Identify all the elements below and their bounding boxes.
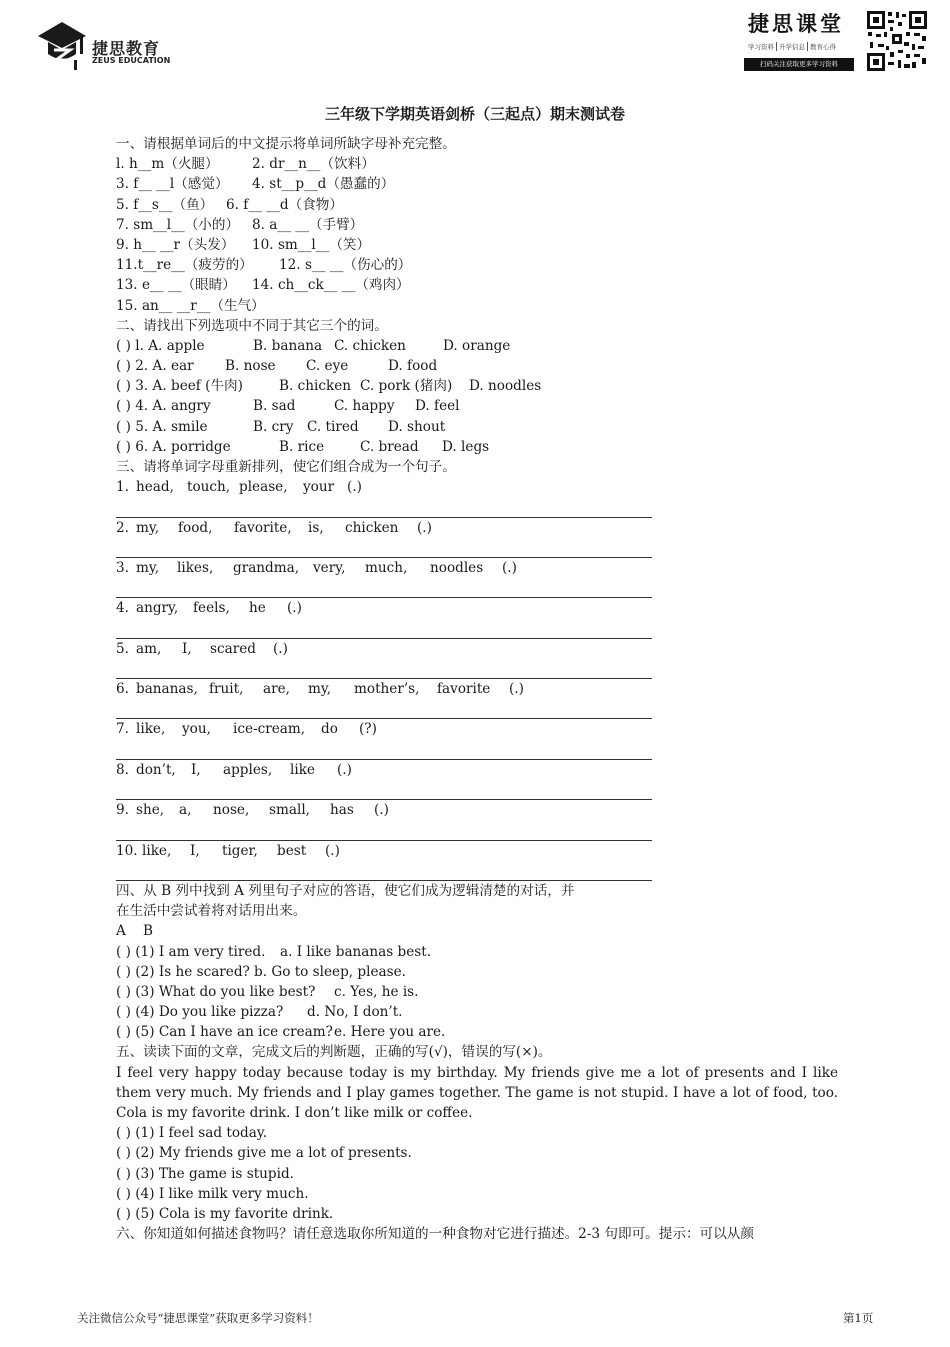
word-chip: (.) [347, 479, 362, 496]
section-2-heading: 二、请找出下列选项中不同于其它三个的词。 [116, 317, 388, 334]
answer-line[interactable] [116, 861, 652, 881]
question-number: 10. [116, 842, 138, 859]
word-chip: nose, [213, 802, 250, 819]
list-item [116, 154, 838, 174]
word-chip: favorite [437, 681, 491, 698]
footer-note: 关注微信公众号“捷思课堂”获取更多学习资料！ [77, 1311, 319, 1325]
option-d: D. legs [442, 438, 490, 455]
fill-letter-question: 8. a__ __（手臂） [252, 216, 364, 233]
list-item [116, 1002, 838, 1022]
word-chip: food, [178, 519, 213, 536]
word-chip: feels, [193, 600, 230, 617]
answer-line[interactable] [116, 699, 652, 719]
question-stem: ( ) l. A. apple [116, 337, 205, 354]
fill-letter-question: 5. f__s__（鱼） [116, 196, 214, 213]
word-chip: (.) [374, 802, 389, 819]
word-chip: very, [313, 559, 346, 576]
zeus-logo [36, 16, 196, 72]
exam-content [116, 134, 838, 1244]
question-number: 6. [116, 681, 129, 698]
word-chip: small, [269, 802, 310, 819]
logo-chinese-name: 捷思教育 [92, 39, 161, 58]
word-chip: like [290, 761, 315, 778]
word-chip: my, [136, 519, 160, 536]
list-item [116, 982, 838, 1002]
list-item [116, 942, 838, 962]
question-number: 9. [116, 802, 129, 819]
option-d: D. food [388, 358, 438, 375]
answer-line[interactable] [116, 619, 652, 639]
option-c: C. chicken [334, 337, 406, 354]
word-chip: favorite, [234, 519, 292, 536]
answer-line[interactable] [116, 659, 652, 679]
answer-line[interactable] [116, 780, 652, 800]
fill-letter-question: l. h__m（火腿） [116, 156, 219, 173]
fill-letter-question: 6. f__ __d（食物） [226, 196, 343, 213]
section-1-heading: 一、请根据单词后的中文提示将单词所缺字母补充完整。 [116, 136, 456, 152]
word-chip: (.) [325, 842, 340, 859]
answer-line[interactable] [116, 578, 652, 598]
word-chip: your [303, 479, 335, 496]
dialog-question: ( ) (1) I am very tired. [116, 943, 266, 960]
word-chip: (.) [502, 559, 517, 576]
word-chip: is, [308, 519, 324, 536]
question-stem: ( ) 6. A. porridge [116, 438, 231, 455]
word-chip: noodles [430, 559, 484, 576]
option-d: D. feel [415, 398, 460, 415]
qr-code-icon [866, 10, 928, 72]
word-chip: bananas, [136, 681, 198, 698]
reading-passage: I feel very happy today because today is my birthday. My friends give me a lot of presents and I like them very much. My friends and I play games together. The game is not stupid. I have a lot of food, too. Cola is my favorite drink. I don’t like milk or coffee. [116, 1064, 838, 1122]
option-b: B. chicken [279, 378, 351, 395]
word-chip: mother’s, [354, 681, 420, 698]
dialog-answer: c. Yes, he is. [334, 983, 419, 1000]
word-chip: head, [136, 479, 174, 496]
scrambled-sentence [116, 477, 838, 497]
section-4-heading-cont: 在生活中尝试着将对话用出来。 [116, 903, 307, 920]
page-header [0, 0, 950, 90]
dialog-question: ( ) (5) Can I have an ice cream? [116, 1024, 333, 1041]
section-3-heading: 三、请将单词字母重新排列，使它们组合成为一个句子。 [116, 459, 456, 475]
word-chip: she, [136, 802, 165, 819]
list-item [116, 962, 838, 982]
list-item [116, 255, 838, 275]
question-stem: ( ) 2. A. ear [116, 358, 194, 375]
scrambled-sentence [116, 679, 838, 699]
word-chip: likes, [177, 559, 214, 576]
question-number: 4. [116, 600, 129, 617]
scrambled-sentence [116, 719, 838, 739]
question-stem: ( ) 3. A. beef (牛肉) [116, 378, 243, 395]
list-item [116, 174, 838, 194]
word-chip: touch, [187, 479, 231, 496]
question-number: 7. [116, 721, 129, 738]
question-number: 3. [116, 559, 129, 576]
word-chip: don’t, [136, 761, 176, 778]
dialog-question: ( ) (4) Do you like pizza? [116, 1004, 284, 1021]
word-chip: my, [308, 681, 332, 698]
fill-letter-question: 9. h__ __r（头发） [116, 236, 235, 253]
option-b: B. rice [279, 438, 325, 455]
list-item [116, 376, 838, 396]
scrambled-sentence [116, 639, 838, 659]
word-chip: fruit, [209, 681, 244, 698]
dialog-answer: b. Go to sleep, please. [254, 963, 406, 980]
word-chip: grandma, [233, 559, 300, 576]
fill-letter-question: 4. st__p__d（愚蠢的） [252, 176, 395, 193]
word-chip: tiger, [222, 842, 258, 859]
fill-letter-question: 14. ch__ck__ __（鸡肉） [252, 277, 410, 294]
option-b: B. nose [225, 358, 276, 375]
option-b: B. banana [253, 337, 323, 354]
question-number: 2. [116, 519, 129, 536]
word-chip: scared [210, 640, 256, 657]
list-item: ( ) (1) I feel sad today. [116, 1125, 268, 1142]
list-item [116, 215, 838, 235]
word-chip: much, [365, 559, 408, 576]
fill-letter-question: 7. sm__l__（小的） [116, 216, 240, 233]
word-chip: (?) [359, 721, 377, 738]
option-c: C. happy [334, 398, 395, 415]
answer-line[interactable] [116, 740, 652, 760]
fill-letter-question: 12. s__ __（伤心的） [279, 257, 412, 274]
brand-tag: 学习资料 [746, 42, 777, 51]
list-item [116, 195, 838, 215]
list-item: ( ) (3) The game is stupid. [116, 1165, 294, 1182]
option-c: C. eye [306, 358, 349, 375]
word-chip: like, [142, 842, 172, 859]
answer-line[interactable] [116, 820, 652, 840]
list-item [116, 396, 838, 416]
word-chip: best [277, 842, 307, 859]
scrambled-sentence [116, 841, 838, 861]
list-item [116, 296, 838, 316]
word-chip: I, [190, 842, 200, 859]
dialog-answer: a. I like bananas best. [280, 943, 432, 960]
list-item [116, 275, 838, 295]
word-chip: I, [182, 640, 192, 657]
scrambled-sentence [116, 518, 838, 538]
brand-tags [746, 42, 856, 51]
column-labels [116, 921, 838, 941]
list-item: ( ) (2) My friends give me a lot of presents. [116, 1145, 412, 1162]
list-item [116, 235, 838, 255]
option-d: D. orange [443, 337, 511, 354]
graduation-cap-icon [36, 16, 88, 72]
brand-title: 捷思课堂 [748, 11, 844, 36]
word-chip: are, [263, 681, 290, 698]
page-number: 第1页 [843, 1311, 874, 1325]
word-chip: he [249, 600, 266, 617]
answer-line[interactable] [116, 497, 652, 517]
question-stem: ( ) 5. A. smile [116, 418, 208, 435]
column-b-label: B [143, 923, 153, 940]
answer-line[interactable] [116, 538, 652, 558]
question-number: 8. [116, 761, 129, 778]
word-chip: apples, [223, 761, 273, 778]
option-d: D. shout [388, 418, 446, 435]
section-4-heading: 四、从 B 列中找到 A 列里句子对应的答语，使它们成为逻辑清楚的对话，并 [116, 882, 575, 899]
dialog-answer: e. Here you are. [334, 1024, 446, 1041]
dialog-answer: d. No, I don’t. [307, 1004, 403, 1021]
word-chip: you, [182, 721, 211, 738]
word-chip: (.) [417, 519, 432, 536]
fill-letter-question: 3. f__ __l（感觉） [116, 176, 229, 193]
question-number: 1. [116, 479, 129, 496]
word-chip: ice-cream, [233, 721, 306, 738]
option-d: D. noodles [469, 378, 542, 395]
word-chip: (.) [287, 600, 302, 617]
brand-tag: 升学信息 [777, 42, 808, 51]
list-item [116, 417, 838, 437]
list-item [116, 356, 838, 376]
word-chip: has [330, 802, 354, 819]
brand-block [744, 8, 856, 74]
fill-letter-question: 11.t__re__（疲劳的） [116, 257, 253, 274]
scrambled-sentence [116, 800, 838, 820]
word-chip: do [321, 721, 338, 738]
word-chip: I, [191, 761, 201, 778]
option-b: B. sad [253, 398, 296, 415]
word-chip: like, [136, 721, 166, 738]
word-chip: (.) [337, 761, 352, 778]
brand-tag: 教育心得 [810, 43, 836, 51]
fill-letter-question: 10. sm__l__（笑） [252, 236, 371, 253]
word-chip: chicken [345, 519, 399, 536]
list-item: ( ) (5) Cola is my favorite drink. [116, 1205, 334, 1222]
fill-letter-question: 2. dr__n__（饮料） [252, 156, 375, 173]
scrambled-sentence [116, 558, 838, 578]
dialog-question: ( ) (3) What do you like best? [116, 983, 316, 1000]
option-b: B. cry [253, 418, 294, 435]
logo-english-name: ZEUS EDUCATION [92, 56, 171, 65]
option-c: C. bread [360, 438, 419, 455]
section-5-heading: 五、读读下面的文章，完成文后的判断题，正确的写(√)，错误的写(×)。 [116, 1044, 552, 1061]
dialog-question: ( ) (2) Is he scared? [116, 963, 250, 980]
fill-letter-question: 13. e__ __（眼睛） [116, 277, 236, 294]
scrambled-sentence [116, 760, 838, 780]
word-chip: please, [239, 479, 288, 496]
word-chip: (.) [509, 681, 524, 698]
fill-letter-question: 15. an__ __r__（生气） [116, 297, 265, 314]
list-item: ( ) (4) I like milk very much. [116, 1185, 309, 1202]
list-item [116, 437, 838, 457]
question-number: 5. [116, 640, 129, 657]
word-chip: angry, [136, 600, 179, 617]
word-chip: (.) [273, 640, 288, 657]
brand-banner: 扫码关注获取更多学习资料 [744, 58, 854, 71]
word-chip: am, [136, 640, 162, 657]
list-item [116, 1022, 838, 1042]
option-c: C. tired [307, 418, 359, 435]
column-a-label: A [116, 923, 126, 940]
question-stem: ( ) 4. A. angry [116, 398, 211, 415]
section-6-heading: 六、你知道如何描述食物吗？请任意选取你所知道的一种食物对它进行描述。2-3 句即可。提示：可以从颜 [116, 1226, 754, 1243]
word-chip: a, [179, 802, 192, 819]
option-c: C. pork (猪肉) [360, 378, 453, 395]
word-chip: my, [136, 559, 160, 576]
scrambled-sentence [116, 598, 838, 618]
list-item [116, 336, 838, 356]
page-title: 三年级下学期英语剑桥（三起点）期末测试卷 [324, 105, 625, 123]
